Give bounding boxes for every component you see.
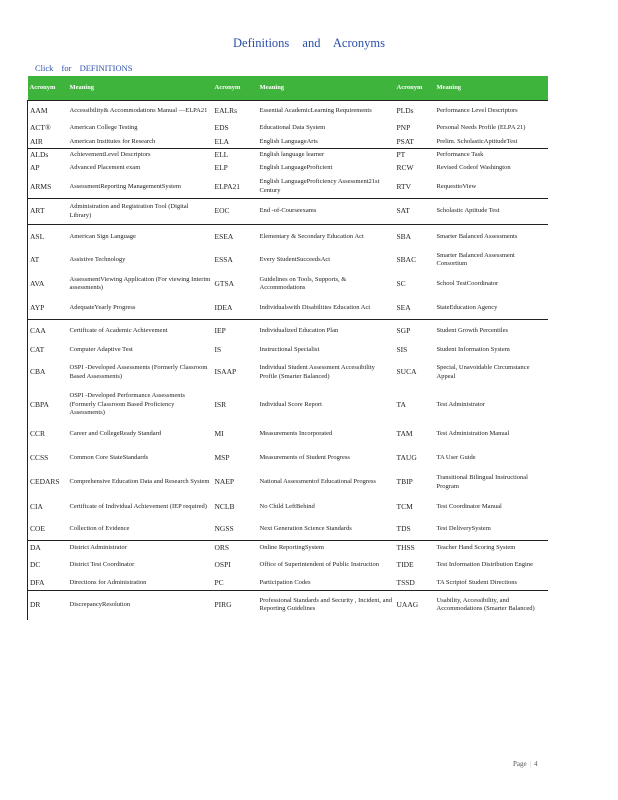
meaning-1-cell: District Administrator [68, 541, 213, 555]
acronym-1-cell: AYP [28, 297, 68, 320]
meaning-1-cell: American College Testing [69, 124, 138, 132]
meaning-1-cell: Advanced Placement exam [69, 164, 141, 172]
meaning-1-cell: Directions for Administration [69, 579, 147, 586]
meaning-2-cell: National Assessmentof Educational Progress [259, 478, 376, 486]
acronym-3-cell: SEA [396, 302, 411, 312]
acronym-2-cell: ELA [214, 136, 230, 146]
table-row [28, 447, 548, 470]
meaning-2-cell: Participation Codes [259, 579, 311, 586]
table-row [28, 101, 548, 122]
meaning-3-cell: Test Administration Manual [436, 430, 510, 438]
table-header-row [28, 76, 548, 101]
meaning-2-cell: Individualized Education Plan [258, 320, 395, 343]
meaning-2-cell: Next Generation Science Standards [259, 525, 352, 532]
meaning-1-cell: AdequateYearly Progress [69, 303, 136, 311]
acronym-3-cell: RCW [396, 163, 414, 173]
table-row [28, 496, 548, 519]
meaning-3-cell: Transitional Bilingual Instructional Program [436, 474, 528, 490]
table-row [28, 343, 548, 358]
acronym-2-cell: ELP [214, 163, 228, 173]
meaning-1-cell: District Test Coordinator [69, 561, 135, 569]
acronym-1-cell: CBA [28, 358, 68, 388]
meaning-3-cell: Student Information System [436, 345, 510, 353]
meaning-3-cell: Test Information Distribution Engine [436, 561, 533, 569]
meaning-2-cell: English LanguageProficient [259, 164, 333, 172]
page-title: Definitions and Acronyms [233, 36, 385, 50]
acronym-1-cell: DA [28, 541, 68, 555]
meaning-1-cell: Comprehensive Education Data and Research System [69, 478, 210, 486]
meaning-1-cell: AssessmentViewing Application (For viewing Interim assessments) [69, 275, 211, 291]
meaning-3-cell: Test Administrator [436, 400, 485, 408]
meaning-1-cell: Assistive Technology [69, 255, 126, 263]
acronym-2-cell: MI [214, 429, 224, 439]
acronym-1-cell: AAM [28, 101, 68, 122]
acronym-2-cell: NAEP [214, 477, 235, 487]
table-row [28, 388, 548, 423]
meaning-3-cell: Teacher Hand Scoring System [435, 541, 548, 555]
definitions-link[interactable]: Click for DEFINITIONS [35, 63, 133, 73]
acronym-2-cell: IDEA [214, 302, 233, 312]
acronym-3-cell: PNP [396, 123, 411, 133]
header-acronym-2: Acronym [213, 76, 258, 101]
meaning-3-cell: Smarter Balanced Assessment Consortium [436, 251, 515, 267]
meaning-1-cell: American Institutes for Research [69, 137, 156, 145]
acronym-1-cell: DC [28, 555, 68, 577]
meaning-2-cell: Individual Score Report [259, 400, 322, 408]
meaning-1-cell: OSPI -Developed Performance Assessments (Formerly Classroom Based Proficiency Assessments) [69, 392, 185, 417]
table-row [28, 470, 548, 496]
acronym-2-cell: ELL [213, 149, 258, 162]
meaning-3-cell: Usability, Accessibility, and Accommodations (Smarter Balanced) [435, 591, 548, 620]
meaning-1-cell: Administration and Registration Tool (Digital Library) [68, 199, 213, 225]
acronym-1-cell: CIA [28, 496, 68, 519]
acronym-2-cell: ISAAP [214, 367, 237, 377]
meaning-2-cell: End -of-Courseexams [258, 199, 395, 225]
table-row [28, 577, 548, 591]
meaning-1-cell: Certificate of Individual Achievement (IEP required) [69, 502, 207, 510]
acronym-2-cell: ELPA21 [214, 181, 241, 191]
acronym-3-cell: THSS [395, 541, 435, 555]
acronym-1-cell: CAT [28, 343, 68, 358]
acronym-2-cell: IEP [213, 320, 258, 343]
acronym-3-cell: SIS [396, 344, 408, 354]
meaning-1-cell: Career and CollegeReady Standard [69, 430, 162, 438]
meaning-2-cell: Individualswith Disabilities Education Act [259, 303, 371, 311]
meaning-3-cell: Prelim. ScholasticAptitudeTest [436, 137, 518, 145]
acronym-3-cell: TCM [396, 501, 413, 511]
acronym-1-cell: ASL [28, 225, 68, 249]
acronym-2-cell: OSPI [214, 560, 231, 570]
meaning-1-cell: Accessibility& Accommodations Manual —ELPA21 [68, 101, 213, 122]
table-row [28, 272, 548, 297]
meaning-1-cell: Computer Adaptive Test [69, 345, 133, 353]
meaning-3-cell: Scholastic Aptitude Test [435, 199, 548, 225]
acronym-2-cell: EDS [214, 123, 229, 133]
table-row [28, 358, 548, 388]
table-row [28, 249, 548, 272]
meaning-3-cell: Performance Level Descriptors [435, 101, 548, 122]
table-row [28, 519, 548, 541]
acronym-2-cell: PC [214, 578, 224, 587]
acronym-2-cell: ORS [213, 541, 258, 555]
meaning-3-cell: Smarter Balanced Assessments [435, 225, 548, 249]
acronym-2-cell: NGSS [214, 524, 234, 533]
table-row [28, 199, 548, 225]
table-row [28, 591, 548, 620]
meaning-2-cell: Every StudentSucceedsAct [259, 255, 331, 263]
acronym-3-cell: TSSD [396, 578, 415, 587]
meaning-2-cell: English LanguageProficiency Assessment21st Century [259, 178, 380, 194]
meaning-2-cell: Online ReportingSystem [258, 541, 395, 555]
table-row [28, 136, 548, 149]
meaning-3-cell: RequesttoView [436, 182, 477, 190]
acronym-3-cell: TAM [396, 429, 413, 439]
meaning-3-cell: Special, Unavoidable Circumstance Appeal [436, 364, 530, 380]
table-row [28, 149, 548, 162]
meaning-1-cell: DiscrepancyResolution [68, 591, 213, 620]
header-meaning-2: Meaning [258, 76, 395, 101]
acronym-3-cell: UAAG [395, 591, 435, 620]
acronym-1-cell: DR [28, 591, 68, 620]
meaning-3-cell: Test Coordinator Manual [436, 502, 502, 510]
table-row [28, 320, 548, 343]
table-row [28, 541, 548, 555]
meaning-2-cell: Elementary & Secondary Education Act [258, 225, 395, 249]
meaning-2-cell: English LanguageArts [259, 137, 318, 145]
page-footer [513, 760, 538, 768]
header-meaning-3: Meaning [435, 76, 548, 101]
acronym-3-cell: SBAC [396, 254, 417, 264]
meaning-3-cell: TA Scriptof Student Directions [436, 579, 518, 586]
meaning-2-cell: Instructional Specialist [259, 345, 320, 353]
meaning-2-cell: Professional Standards and Security , Incident, and Reporting Guidelines [258, 591, 395, 620]
header-meaning-1: Meaning [68, 76, 213, 101]
acronym-1-cell: ART [28, 199, 68, 225]
acronym-1-cell: CCSS [28, 447, 68, 470]
acronym-2-cell: MSP [214, 452, 230, 462]
acronym-2-cell: IS [214, 344, 222, 354]
table-row [28, 122, 548, 136]
acronym-2-cell: GTSA [214, 278, 235, 288]
acronym-1-cell: CCR [28, 423, 68, 447]
meaning-3-cell: School TestCoordinator [436, 279, 499, 287]
meaning-1-cell: Certificate of Academic Achievement [68, 320, 213, 343]
acronym-3-cell: TBIP [396, 477, 413, 487]
table-row [28, 176, 548, 199]
meaning-2-cell: Measurements Incorporated [259, 430, 333, 438]
meaning-3-cell: StateEducation Agency [436, 303, 498, 311]
table-row [28, 225, 548, 249]
acronym-1-cell: CAA [28, 320, 68, 343]
acronym-3-cell: TA [396, 399, 406, 409]
acronym-3-cell: TDS [396, 524, 411, 533]
table-row [28, 555, 548, 577]
meaning-3-cell: Revised Codeof Washington [436, 164, 511, 172]
acronym-3-cell: TIDE [396, 560, 414, 570]
acronym-2-cell: ESEA [213, 225, 258, 249]
header-acronym-1: Acronym [28, 76, 68, 101]
table-row [28, 423, 548, 447]
meaning-2-cell: English language learner [258, 149, 395, 162]
acronym-2-cell: EOC [213, 199, 258, 225]
acronym-1-cell: ACT® [28, 122, 68, 136]
acronym-1-cell: AVA [28, 272, 68, 297]
meaning-2-cell: Measurements of Student Progress [259, 453, 350, 461]
meaning-2-cell: Educational Data System [259, 124, 326, 132]
acronym-2-cell: ESSA [214, 254, 233, 264]
acronym-1-cell: AT [28, 249, 68, 272]
acronym-1-cell: ARMS [28, 176, 68, 199]
acronym-3-cell: SC [396, 278, 406, 288]
acronym-1-cell: COE [28, 519, 68, 541]
acronym-1-cell: DFA [28, 577, 68, 591]
page-number: 4 [534, 760, 538, 768]
meaning-2-cell: Guidelines on Tools, Supports, & Accommodations [259, 275, 347, 291]
meaning-2-cell: No Child LeftBehind [259, 502, 315, 510]
meaning-3-cell: Test DeliverySystem [436, 525, 491, 532]
acronym-3-cell: PSAT [396, 136, 415, 146]
footer-separator: | [529, 760, 532, 768]
meaning-1-cell: Collection of Evidence [69, 525, 130, 532]
acronym-1-cell: AIR [28, 136, 68, 149]
acronym-2-cell: ISR [214, 399, 227, 409]
acronym-3-cell: SBA [395, 225, 435, 249]
meaning-2-cell: Individual Student Assessment Accessibility Profile (Smarter Balanced) [259, 364, 375, 380]
acronym-2-cell: EALRs [213, 101, 258, 122]
meaning-1-cell: OSPI -Developed Assessments (Formerly Classroom Based Assessments) [69, 364, 208, 380]
meaning-3-cell: Student Growth Percentiles [435, 320, 548, 343]
meaning-1-cell: AchievementLevel Descriptors [68, 149, 213, 162]
acronym-3-cell: PLDs [395, 101, 435, 122]
acronym-table [27, 76, 548, 620]
header-acronym-3: Acronym [395, 76, 435, 101]
acronym-3-cell: RTV [396, 181, 412, 191]
acronym-1-cell: CEDARS [28, 470, 68, 496]
acronym-1-cell: AP [28, 162, 68, 176]
meaning-2-cell: Essential AcademicLearning Requirements [258, 101, 395, 122]
meaning-3-cell: Performance Task [435, 149, 548, 162]
meaning-3-cell: Personal Needs Profile (ELPA 21) [436, 124, 526, 132]
acronym-3-cell: SAT [395, 199, 435, 225]
table-row [28, 162, 548, 176]
acronym-1-cell: ALDs [28, 149, 68, 162]
table-row [28, 297, 548, 320]
acronym-1-cell: CBPA [28, 388, 68, 423]
meaning-3-cell: TA User Guide [436, 453, 476, 461]
meaning-2-cell: Office of Superintendent of Public Instruction [259, 561, 380, 569]
acronym-3-cell: SGP [395, 320, 435, 343]
acronym-3-cell: TAUG [396, 452, 417, 462]
acronym-2-cell: PIRG [213, 591, 258, 620]
acronym-3-cell: PT [395, 149, 435, 162]
meaning-1-cell: American Sign Language [68, 225, 213, 249]
meaning-1-cell: AssessmentReporting ManagementSystem [69, 182, 181, 190]
meaning-1-cell: Common Core StateStandards [69, 453, 149, 461]
acronym-2-cell: NCLB [214, 501, 235, 511]
page-label: Page [513, 760, 527, 768]
acronym-3-cell: SUCA [396, 367, 417, 377]
